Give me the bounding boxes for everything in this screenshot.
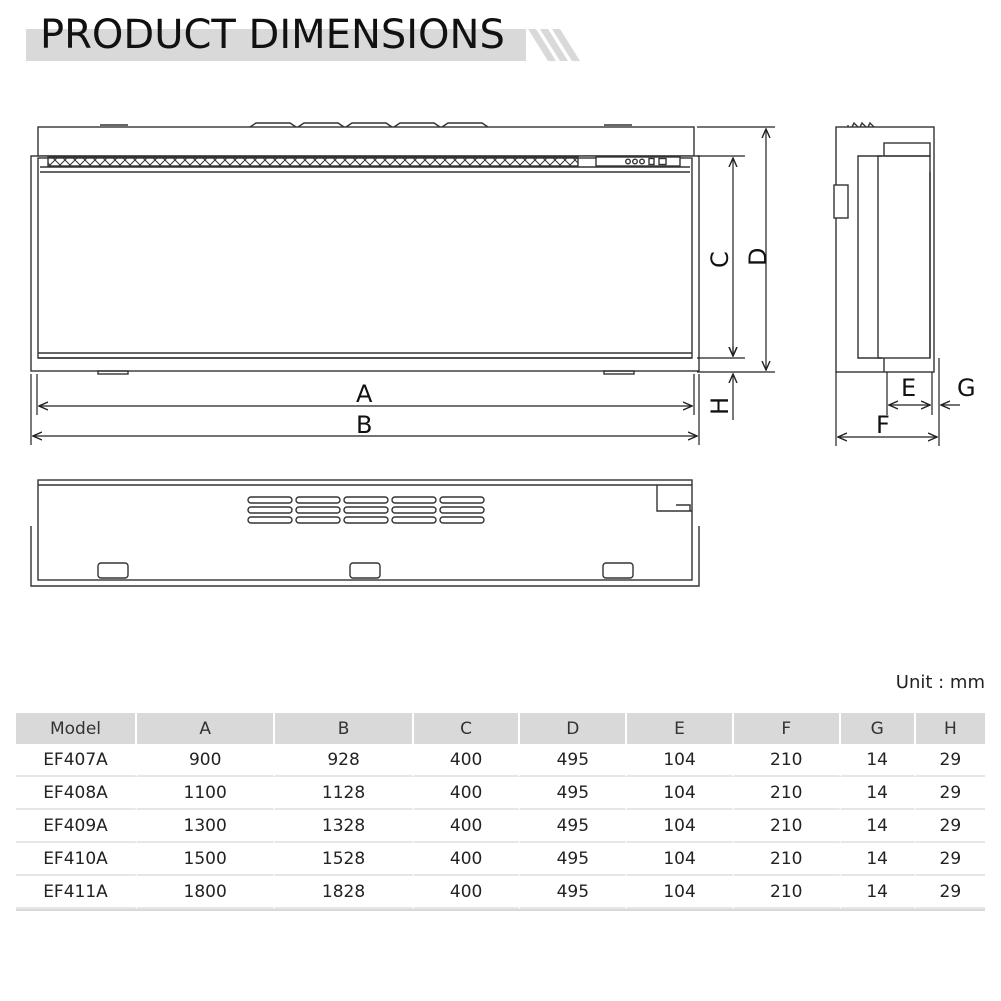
table-cell: 1328 <box>275 810 413 843</box>
column-header: C <box>414 713 521 744</box>
column-header: F <box>734 713 841 744</box>
table-cell: 14 <box>841 876 916 909</box>
table-cell: 14 <box>841 744 916 777</box>
label-G: G <box>957 374 976 402</box>
table-cell: 104 <box>627 810 734 843</box>
table-cell: 29 <box>916 744 985 777</box>
column-header: A <box>137 713 275 744</box>
table-cell: EF409A <box>16 810 137 843</box>
table-row <box>16 777 985 810</box>
table-cell: EF408A <box>16 777 137 810</box>
label-C: C <box>706 251 734 268</box>
label-F: F <box>876 411 890 439</box>
table-cell: 1300 <box>137 810 275 843</box>
table-cell: 210 <box>734 843 841 876</box>
table-cell: 14 <box>841 810 916 843</box>
table-cell: 400 <box>414 810 521 843</box>
table-cell: 400 <box>414 744 521 777</box>
label-D: D <box>744 247 772 266</box>
dimensions-table <box>16 713 985 911</box>
table-cell: 29 <box>916 876 985 909</box>
table-cell: 1800 <box>137 876 275 909</box>
unit-label: Unit : mm <box>895 672 985 693</box>
table-cell: 495 <box>520 777 627 810</box>
table-cell: 14 <box>841 843 916 876</box>
table-cell: 900 <box>137 744 275 777</box>
table-cell: 1528 <box>275 843 413 876</box>
label-B: B <box>356 411 373 439</box>
table-cell: 104 <box>627 744 734 777</box>
table-cell: 210 <box>734 876 841 909</box>
table-row <box>16 876 985 909</box>
table-cell: 104 <box>627 843 734 876</box>
table-cell: 210 <box>734 810 841 843</box>
table-cell: 210 <box>734 744 841 777</box>
table-row <box>16 843 985 876</box>
table-cell: 29 <box>916 810 985 843</box>
table-cell: 400 <box>414 876 521 909</box>
table-cell: 400 <box>414 843 521 876</box>
table-cell: 1128 <box>275 777 413 810</box>
column-header: D <box>520 713 627 744</box>
table-cell: EF407A <box>16 744 137 777</box>
table-cell: 495 <box>520 843 627 876</box>
column-header: E <box>627 713 734 744</box>
table-cell: 495 <box>520 876 627 909</box>
table-cell: 210 <box>734 777 841 810</box>
page-title: PRODUCT DIMENSIONS <box>40 12 505 58</box>
table-row <box>16 744 985 777</box>
table-cell: 14 <box>841 777 916 810</box>
table-cell: 400 <box>414 777 521 810</box>
table-cell: 495 <box>520 744 627 777</box>
table-cell: 1100 <box>137 777 275 810</box>
label-E: E <box>901 374 917 402</box>
table-row <box>16 810 985 843</box>
table-cell: EF411A <box>16 876 137 909</box>
column-header: Model <box>16 713 137 744</box>
table-cell: 1828 <box>275 876 413 909</box>
table-cell: 1500 <box>137 843 275 876</box>
side-view <box>834 123 934 372</box>
table-cell: EF410A <box>16 843 137 876</box>
table-header-row <box>16 713 985 744</box>
table-cell: 29 <box>916 777 985 810</box>
column-header: B <box>275 713 413 744</box>
table-cell: 928 <box>275 744 413 777</box>
table-cell: 29 <box>916 843 985 876</box>
front-view <box>31 123 699 374</box>
table-cell: 104 <box>627 777 734 810</box>
label-H: H <box>706 396 734 415</box>
table-cell: 104 <box>627 876 734 909</box>
bottom-view <box>31 480 699 586</box>
label-A: A <box>356 380 373 408</box>
column-header: H <box>916 713 985 744</box>
column-header: G <box>841 713 916 744</box>
table-cell: 495 <box>520 810 627 843</box>
